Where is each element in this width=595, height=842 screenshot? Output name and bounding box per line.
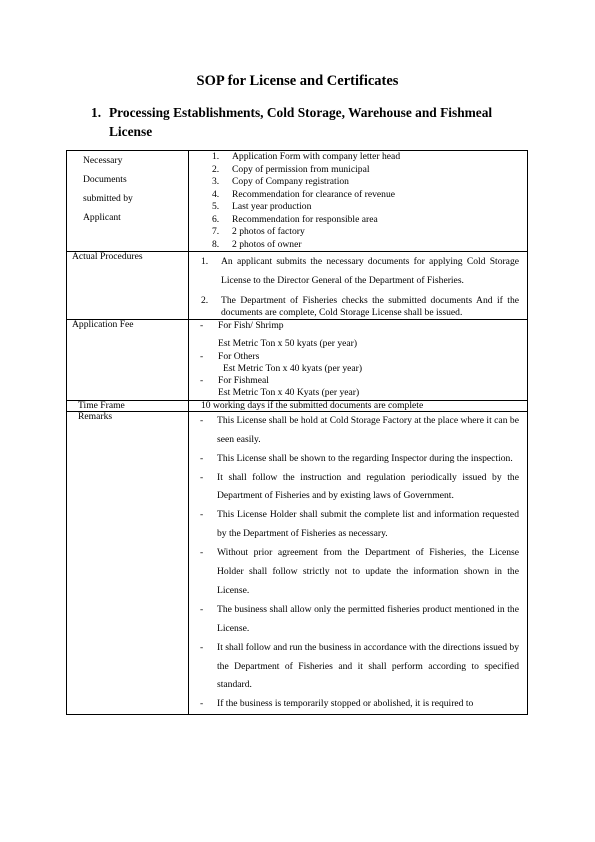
item-text: This License Holder shall submit the complete list and information requested by the Department of Fisheries as necessary. xyxy=(217,509,519,540)
fee-cell xyxy=(189,320,528,401)
item-text: Copy of Company registration xyxy=(232,176,349,187)
procedures-list xyxy=(189,252,527,319)
item-number: 2. xyxy=(212,163,220,175)
remarks-label: Remarks xyxy=(78,410,113,422)
label-necessary-documents xyxy=(67,151,189,252)
item-number: 6. xyxy=(212,213,220,225)
list-item xyxy=(189,639,527,696)
procedures-cell xyxy=(189,252,528,320)
list-item xyxy=(189,189,527,202)
dash-bullet: - xyxy=(200,350,204,362)
dash-bullet: - xyxy=(200,603,204,615)
dash-bullet: - xyxy=(200,320,204,331)
list-item xyxy=(189,292,527,319)
fee-category: For Fish/ Shrimp xyxy=(218,320,284,331)
dash-bullet: - xyxy=(200,547,204,559)
item-number: 8. xyxy=(212,238,220,250)
row-remarks xyxy=(67,411,528,715)
documents-list-cell xyxy=(189,151,528,252)
list-item xyxy=(189,506,527,544)
list-item xyxy=(189,239,527,252)
item-text: This License shall be hold at Cold Storage Factory at the place where it can be seen easily. xyxy=(217,414,519,445)
item-number: 1. xyxy=(212,151,220,162)
fee-category: For Fishmeal xyxy=(218,375,269,387)
item-text: Copy of permission from municipal xyxy=(232,163,370,175)
item-text: 2 photos of owner xyxy=(232,238,302,250)
label-line: submitted by xyxy=(83,193,133,204)
dash-bullet: - xyxy=(200,471,204,483)
list-item xyxy=(189,226,527,239)
remarks-list xyxy=(189,412,527,715)
label-line: Documents xyxy=(83,174,127,185)
row-time-frame xyxy=(67,400,528,411)
documents-list xyxy=(189,151,527,251)
list-item xyxy=(189,151,527,164)
row-application-fee xyxy=(67,320,528,401)
list-item xyxy=(189,544,527,601)
item-text: An applicant submits the necessary documents for applying Cold Storage License to the Director General of the Department of Fisheries. xyxy=(221,256,519,286)
list-item xyxy=(189,214,527,227)
list-item xyxy=(189,412,527,450)
row-actual-procedures xyxy=(67,252,528,320)
label-time-frame xyxy=(67,400,189,411)
sop-table xyxy=(66,150,528,715)
item-number: 3. xyxy=(212,176,220,187)
list-item xyxy=(189,252,527,292)
list-item xyxy=(189,469,527,507)
item-text: Recommendation for clearance of revenue xyxy=(232,188,396,200)
item-text: It shall follow the instruction and regulation periodically issued by the Department of Fisheries and by existing laws of Government. xyxy=(217,471,519,502)
fee-list xyxy=(189,320,527,400)
item-number: 7. xyxy=(212,226,220,237)
list-item xyxy=(189,450,527,469)
label-remarks xyxy=(67,411,189,715)
item-number: 1. xyxy=(201,256,209,267)
item-number: 2. xyxy=(201,295,209,306)
dash-bullet: - xyxy=(200,452,204,464)
item-number: 5. xyxy=(212,201,220,212)
item-text: 2 photos of factory xyxy=(232,226,305,237)
label-actual-procedures: Actual Procedures xyxy=(67,252,189,320)
time-frame-cell xyxy=(189,400,528,411)
item-text: Application Form with company letter head xyxy=(232,151,401,162)
list-item xyxy=(189,164,527,177)
dash-bullet: - xyxy=(200,414,204,426)
fee-rate: Est Metric Ton x 50 kyats (per year) xyxy=(218,338,358,350)
section-number: 1. xyxy=(91,105,102,120)
remarks-cell xyxy=(189,411,528,715)
dash-bullet: - xyxy=(200,509,204,521)
list-item xyxy=(189,695,527,714)
document-title: SOP for License and Certificates xyxy=(196,73,399,89)
list-item xyxy=(189,601,527,639)
fee-rate: Est Metric Ton x 40 kyats (per year) xyxy=(223,362,363,374)
item-text: The Department of Fisheries checks the submitted documents And if the documents are complete, Cold Storage License shall be issued. xyxy=(221,295,519,318)
item-text: Recommendation for responsible area xyxy=(232,213,378,225)
label-line: Applicant xyxy=(83,212,121,223)
list-item xyxy=(189,176,527,189)
item-text: If the business is temporarily stopped or abolished, it is required to xyxy=(217,698,474,710)
fee-rate: Est Metric Ton x 40 Kyats (per year) xyxy=(218,387,360,399)
item-text: Last year production xyxy=(232,201,312,212)
section-title: Processing Establishments, Cold Storage, Warehouse and Fishmeal License xyxy=(109,105,493,139)
item-text: The business shall allow only the permitted fisheries product mentioned in the License. xyxy=(217,603,519,634)
row-necessary-documents xyxy=(67,151,528,252)
dash-bullet: - xyxy=(200,698,204,710)
fee-category: For Others xyxy=(218,350,260,362)
time-frame-value: 10 working days if the submitted documents are complete xyxy=(201,399,424,411)
item-text: It shall follow and run the business in accordance with the directions issued by the Department of Fisheries and it shall perform according to specified standard. xyxy=(217,641,519,691)
dash-bullet: - xyxy=(200,641,204,653)
label-line: Necessary xyxy=(83,155,123,166)
label-application-fee: Application Fee xyxy=(67,320,189,401)
list-item xyxy=(189,201,527,214)
item-text: Without prior agreement from the Department of Fisheries, the License Holder shall follow strictly not to update the information shown in the License. xyxy=(217,547,519,596)
dash-bullet: - xyxy=(200,375,204,387)
item-text: This License shall be shown to the regarding Inspector during the inspection. xyxy=(217,452,513,464)
time-frame-label: Time Frame xyxy=(78,399,125,411)
item-number: 4. xyxy=(212,188,220,200)
